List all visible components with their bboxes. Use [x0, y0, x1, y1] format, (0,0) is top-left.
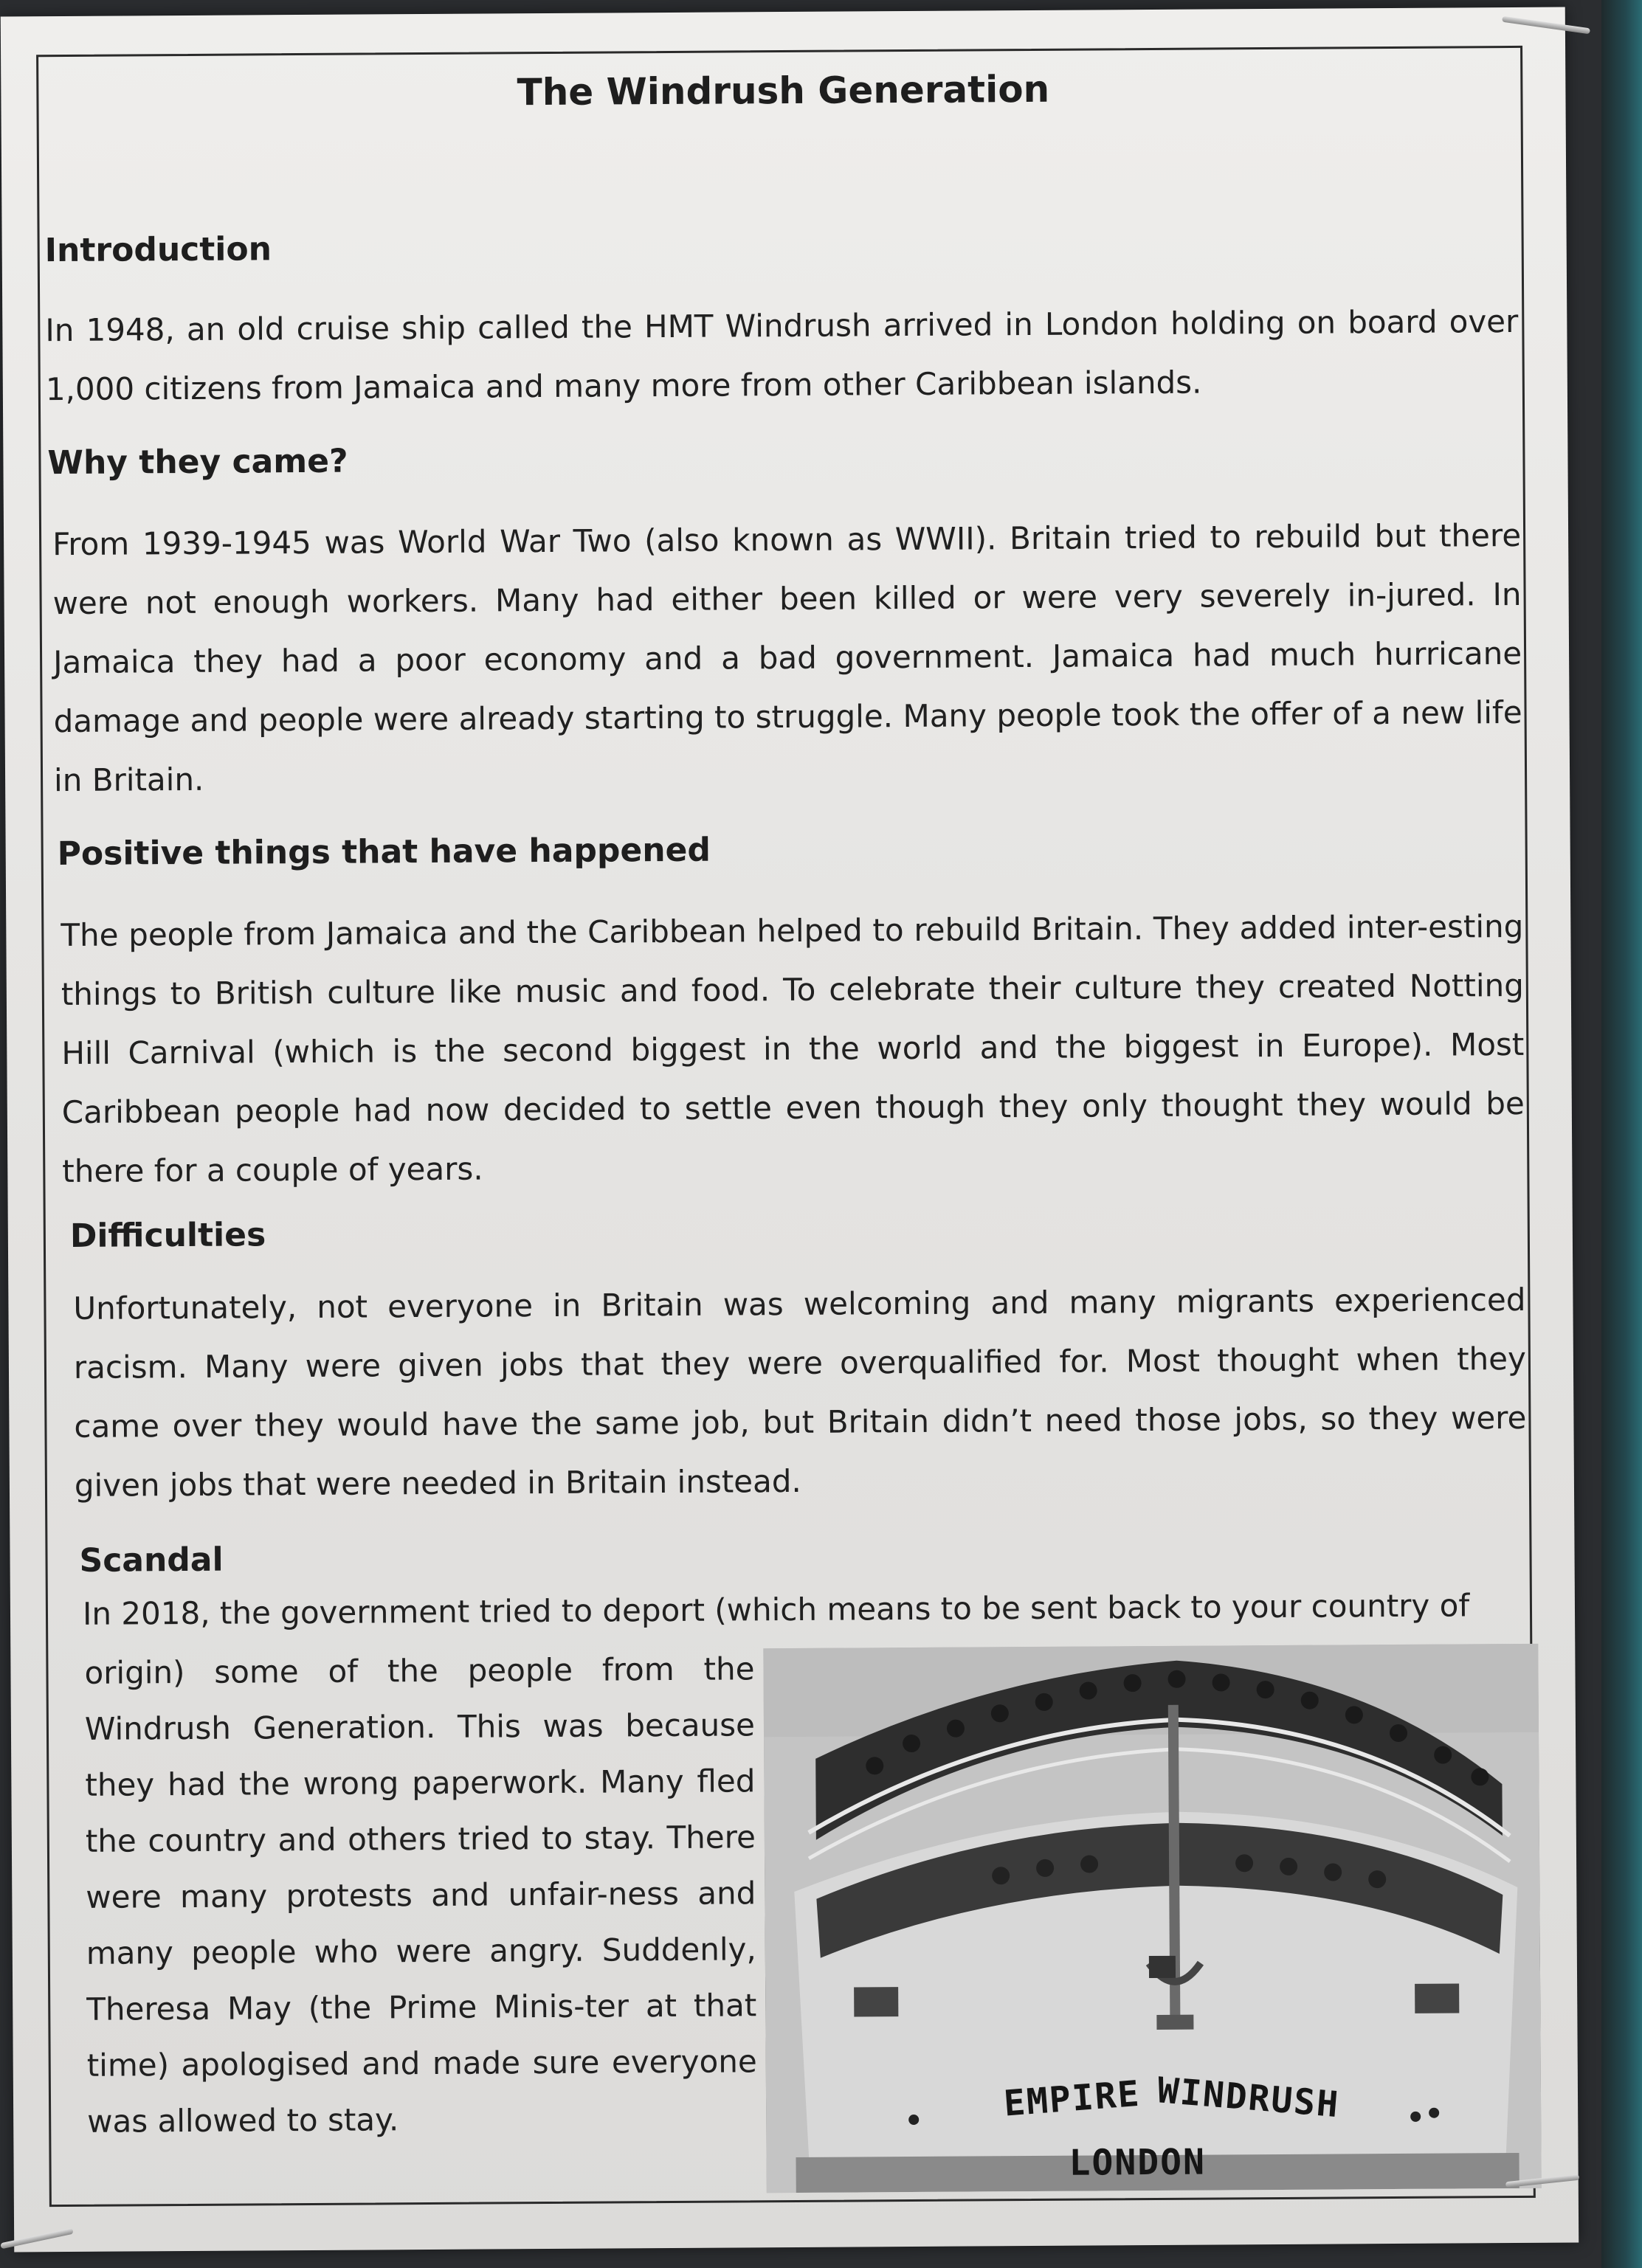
paragraph-difficulties: Unfortunately, not everyone in Britain was welcoming and many migrants experienced racism. Many were given jobs that they were overqualified for. Most thought when they came over they would have the same job, but Britain didn’t need those jobs, so they were given jobs that were needed in Britain instead. — [73, 1281, 1527, 1504]
noticeboard-edge — [1601, 0, 1642, 2268]
paragraph-why-they-came: From 1939-1945 was World War Two (also known as WWII). Britain tried to rebuild but there were not enough workers. Many had either been killed or were very severely in-jured. In Jamaica they had a poor economy and a bad government. Jamaica had much hurricane damage and people were already starting to struggle. Many people took the offer of a new life in Britain. — [52, 516, 1522, 799]
heading-why-they-came: Why they came? — [47, 442, 348, 483]
poster-sheet — [1, 7, 1579, 2253]
paragraph-introduction: In 1948, an old cruise ship called the HMT Windrush arrived in London holding on board over 1,000 citizens from Jamaica and many more from other Caribbean islands. — [45, 302, 1519, 408]
hull-text-empire: EMPIRE — [1002, 2072, 1142, 2125]
ship-illustration — [763, 1644, 1541, 2193]
poster-title: The Windrush Generation — [517, 67, 1050, 114]
hull-text-london: LONDON — [1069, 2141, 1207, 2184]
paragraph-positive-things: The people from Jamaica and the Caribbean helped to rebuild Britain. They added inter-esting things to British culture like music and food. To celebrate their culture they created Notting Hill Carnival (which is the second biggest in the world and the biggest in Europe). Most Caribbean people had now decided to settle even though they only thought they would be there for a couple of years. — [61, 907, 1525, 1190]
heading-introduction: Introduction — [44, 230, 272, 270]
paragraph-scandal: origin) some of the people from the Windrush Generation. This was because they had the wrong paperwork. Many fled the country and others tried to stay. There were many protests and unfair-ness and many people who were angry. Suddenly, Theresa May (the Prime Minis-ter at that time) apologised and made sure everyone was allowed to stay. — [84, 1650, 757, 2140]
heading-positive-things: Positive things that have happened — [57, 831, 711, 874]
heading-difficulties: Difficulties — [69, 1216, 266, 1255]
hull-text-windrush: WINDRUSH — [1156, 2070, 1342, 2126]
paragraph-scandal-first-line: In 2018, the government tried to deport (which means to be sent back to your country of — [82, 1587, 1470, 1632]
heading-scandal: Scandal — [79, 1541, 224, 1580]
windrush-ship-photo — [763, 1644, 1541, 2193]
